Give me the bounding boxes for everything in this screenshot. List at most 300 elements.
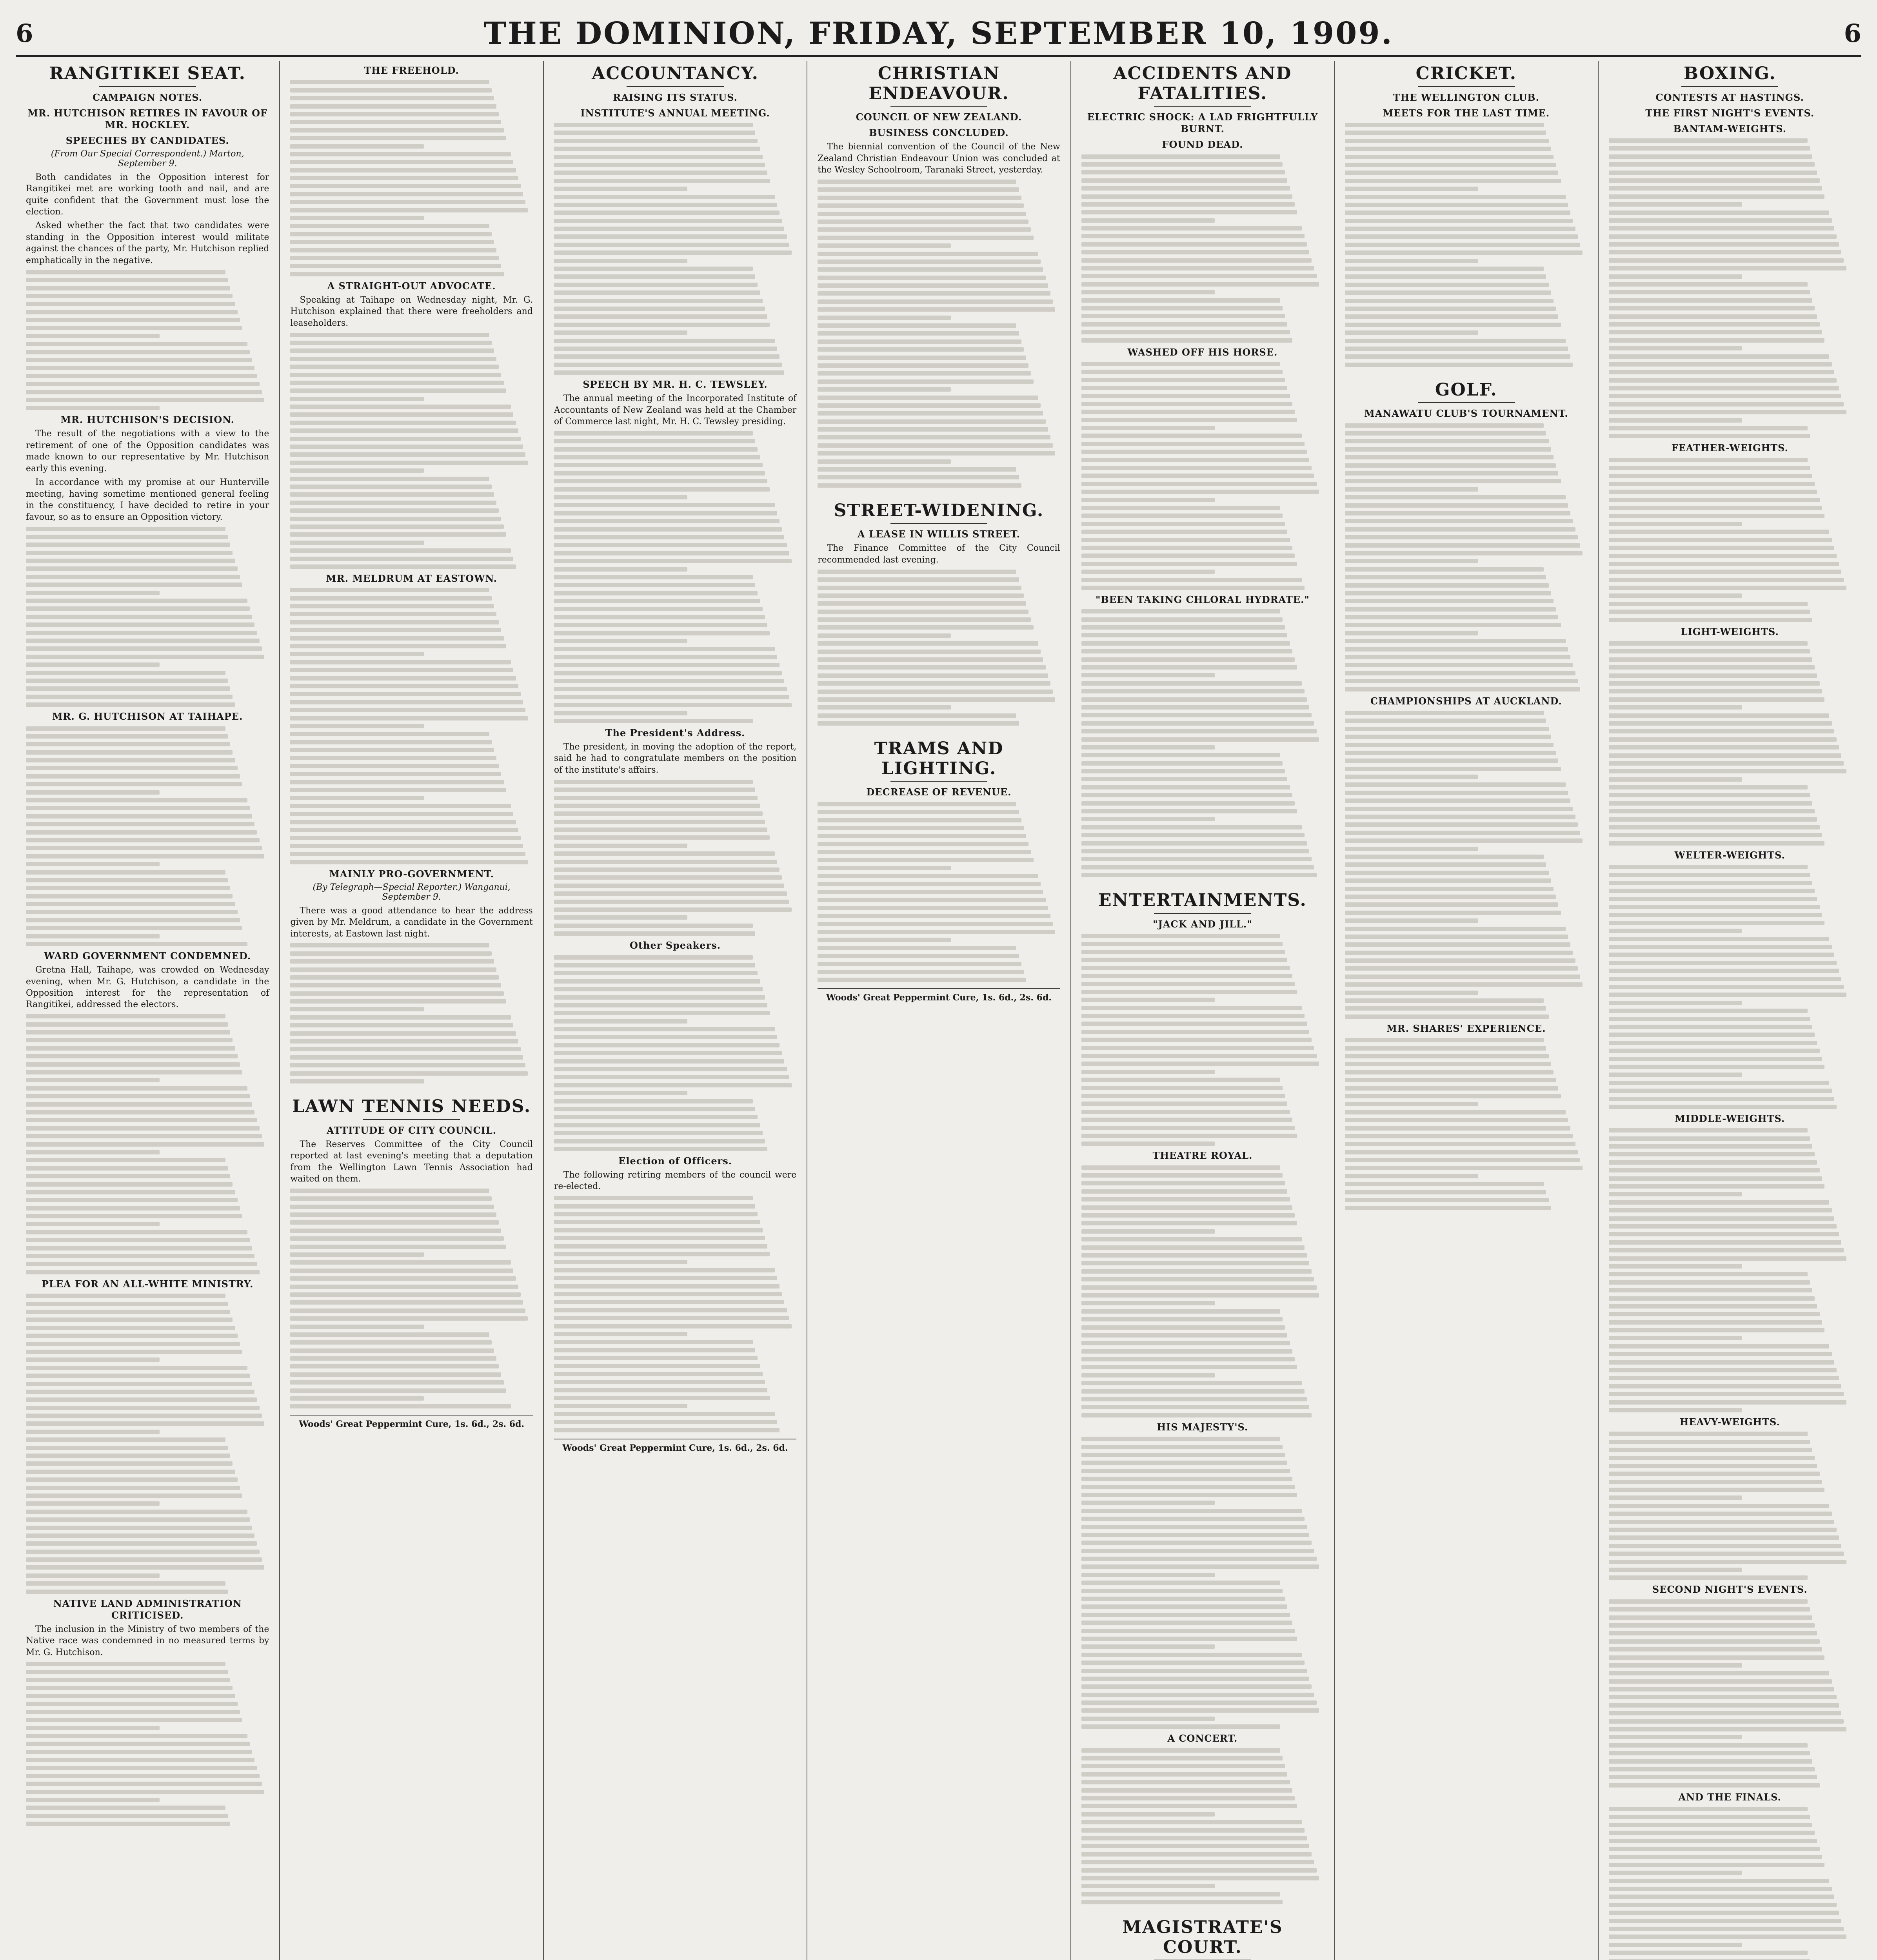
text-line [818, 970, 1024, 974]
text-line [554, 187, 687, 191]
text-line [554, 1340, 753, 1344]
text-line [1609, 330, 1822, 334]
text-line [554, 1324, 792, 1328]
text-line [290, 724, 423, 728]
text-line [1609, 554, 1837, 558]
text-line [1345, 314, 1558, 319]
text-line [26, 1214, 242, 1218]
text-line [26, 278, 228, 282]
text-line [290, 461, 528, 465]
text-line [26, 1750, 252, 1754]
article [1609, 64, 1851, 1960]
text-line [290, 248, 496, 252]
text-line [1609, 1823, 1812, 1827]
text-line [290, 452, 525, 457]
section-subhead: WARD GOVERNMENT CONDEMNED. [44, 950, 251, 962]
text-line [1609, 458, 1808, 462]
text-line [290, 844, 523, 848]
text-line [1345, 591, 1551, 595]
text-line [554, 711, 687, 715]
text-line [1081, 777, 1288, 781]
text-line [290, 373, 501, 377]
text-line [26, 830, 257, 835]
text-line [1081, 785, 1290, 789]
text-line [290, 772, 501, 776]
text-line [1081, 1062, 1319, 1066]
article [290, 1097, 532, 1430]
text-line [1081, 865, 1314, 869]
text-line [290, 1308, 525, 1313]
text-line [26, 1062, 240, 1067]
text-line [1609, 1360, 1834, 1365]
text-line [26, 1670, 228, 1674]
text-line [1609, 1607, 1810, 1612]
text-line [554, 274, 755, 279]
text-line [1081, 633, 1288, 637]
text-line [1609, 1256, 1846, 1261]
text-line [1081, 578, 1302, 582]
text-line [290, 700, 523, 704]
text-line [1081, 1070, 1215, 1074]
text-line [290, 1079, 423, 1083]
text-line [1609, 338, 1824, 343]
text-line [26, 606, 250, 611]
text-line [1081, 466, 1312, 470]
text-filler [818, 802, 1060, 982]
text-line [1609, 298, 1812, 303]
text-line [26, 1142, 264, 1147]
article-headline: ENTERTAINMENTS. [1098, 890, 1307, 911]
text-line [1345, 487, 1478, 492]
section-subhead: Other Speakers. [630, 940, 721, 951]
text-line [1081, 1453, 1285, 1457]
text-line [554, 559, 792, 563]
text-line [1609, 697, 1824, 702]
dateline: (From Our Special Correspondent.) Marton, September 9. [51, 149, 244, 169]
text-line [1081, 450, 1307, 454]
text-line [1345, 902, 1558, 907]
text-line [1609, 226, 1834, 230]
text-line [1609, 178, 1820, 183]
article [1345, 380, 1587, 1210]
text-line [26, 1270, 260, 1274]
text-line [290, 983, 501, 987]
text-filler [26, 1294, 269, 1593]
text-line [1081, 1724, 1280, 1729]
text-line [554, 155, 763, 159]
text-line [26, 1022, 228, 1027]
text-line [26, 798, 247, 802]
text-line [1081, 1317, 1283, 1321]
text-line [1081, 170, 1285, 174]
text-line [26, 1334, 238, 1338]
text-line [1081, 1197, 1290, 1201]
text-line [1081, 1229, 1215, 1234]
text-line [26, 806, 250, 810]
text-line [1609, 506, 1822, 510]
text-line [1609, 1775, 1817, 1779]
text-line [1081, 1277, 1314, 1281]
text-line [290, 1252, 423, 1257]
text-line [1609, 1384, 1842, 1388]
text-line [1081, 1030, 1309, 1034]
text-line [554, 1348, 755, 1352]
text-line [818, 601, 1026, 606]
text-line [818, 577, 1019, 582]
text-filler [1609, 641, 1851, 846]
text-line [1345, 1190, 1546, 1194]
text-line [1609, 1751, 1810, 1755]
text-line [26, 1694, 235, 1698]
text-line [818, 459, 951, 464]
text-line [26, 1742, 250, 1746]
text-line [1609, 953, 1834, 957]
text-filler [1081, 1437, 1324, 1729]
section-subhead: MAINLY PRO-GOVERNMENT. [329, 868, 494, 880]
text-line [1609, 1017, 1810, 1021]
text-line [26, 318, 240, 322]
text-line [1081, 857, 1312, 861]
text-line [554, 1019, 687, 1024]
text-line [1081, 1397, 1307, 1401]
text-line [818, 914, 1050, 918]
text-line [1081, 721, 1314, 726]
text-line [1609, 889, 1815, 893]
text-line [290, 437, 521, 441]
text-line [1609, 1344, 1830, 1348]
text-line [1609, 1727, 1846, 1731]
headline-rule [627, 86, 723, 87]
text-line [1345, 679, 1578, 683]
text-line [1081, 474, 1314, 478]
page-number-right: 6 [1844, 18, 1861, 48]
text-line [290, 828, 518, 832]
text-line [290, 604, 494, 608]
section-subhead: MANAWATU CLUB'S TOURNAMENT. [1364, 408, 1568, 419]
text-line [26, 1190, 235, 1194]
text-line [1609, 490, 1817, 494]
text-line [1609, 1783, 1820, 1788]
text-line [554, 1003, 767, 1007]
text-line [26, 1166, 228, 1171]
section-subhead: PLEA FOR AN ALL-WHITE MINISTRY. [41, 1278, 254, 1290]
text-line [554, 1236, 765, 1240]
text-line [26, 1510, 247, 1514]
text-line [1609, 1879, 1830, 1883]
text-line [1609, 897, 1817, 901]
text-line [1081, 1604, 1288, 1609]
text-line [1345, 895, 1556, 899]
text-line [554, 307, 765, 311]
text-line [290, 636, 503, 641]
text-line [1609, 1216, 1834, 1221]
text-line [1081, 482, 1317, 486]
text-line [290, 445, 523, 449]
text-line [1081, 769, 1285, 773]
text-line [1081, 1213, 1295, 1218]
text-line [1345, 623, 1561, 627]
text-filler [26, 270, 269, 410]
text-line [26, 1206, 240, 1210]
text-line [818, 435, 1050, 439]
text-line [1081, 817, 1215, 821]
text-line [554, 163, 765, 167]
text-line [26, 790, 160, 795]
text-line [818, 387, 951, 392]
text-line [1081, 1717, 1215, 1721]
text-line [1081, 242, 1307, 247]
text-line [1345, 227, 1575, 231]
text-line [1609, 705, 1742, 710]
text-line [1345, 559, 1478, 563]
text-line [554, 828, 767, 832]
text-line [290, 644, 506, 648]
text-line [1609, 530, 1830, 534]
text-line [554, 1332, 687, 1336]
text-line [1609, 1296, 1815, 1301]
section-subhead: FEATHER-WEIGHTS. [1671, 442, 1788, 454]
text-line [554, 955, 753, 960]
text-line [1081, 745, 1215, 750]
text-line [290, 477, 489, 481]
text-line [1081, 298, 1280, 303]
text-line [818, 252, 1038, 256]
text-line [554, 780, 753, 784]
text-line [1345, 935, 1568, 939]
text-filler [26, 1014, 269, 1274]
text-filler [1609, 138, 1851, 438]
text-line [1081, 1461, 1288, 1465]
text-line [554, 924, 753, 928]
text-line [1081, 1389, 1305, 1394]
text-line [1081, 1349, 1292, 1354]
text-line [818, 954, 1019, 958]
text-line [1081, 1022, 1307, 1026]
text-line [26, 1541, 257, 1546]
headline-rule [890, 523, 987, 524]
text-line [290, 812, 513, 816]
text-line [1609, 1815, 1810, 1819]
text-line [26, 1662, 225, 1666]
text-filler [1081, 1165, 1324, 1417]
text-line [1345, 1014, 1548, 1019]
text-line [26, 1806, 225, 1810]
text-line [554, 884, 785, 888]
section-subhead: LIGHT-WEIGHTS. [1681, 626, 1779, 637]
advertisement: Woods' Great Peppermint Cure, 1s. 6d., 2s. 6d. [818, 988, 1060, 1004]
newspaper-title: THE DOMINION, FRIDAY, SEPTEMBER 10, 1909. [483, 15, 1394, 51]
text-line [1345, 455, 1554, 459]
text-line [1345, 267, 1544, 271]
text-line [1609, 745, 1839, 750]
text-line [554, 519, 780, 523]
headline-rule [890, 781, 987, 782]
text-line [1609, 1568, 1742, 1572]
text-line [818, 307, 1055, 312]
text-line [554, 1139, 765, 1143]
text-line [26, 270, 225, 274]
text-line [26, 758, 235, 762]
text-line [290, 485, 491, 489]
headline-rule [1418, 86, 1515, 87]
text-line [1609, 474, 1812, 478]
text-line [554, 1372, 763, 1376]
headline-rule [890, 106, 987, 107]
article-subhead: ELECTRIC SHOCK: A LAD FRIGHTFULLY BURNT. [1087, 111, 1318, 135]
text-line [26, 1782, 262, 1786]
text-line [1609, 290, 1810, 294]
body-paragraph: The president, in moving the adoption of the report, said he had to congratulate members on the position of the institute's affairs. [554, 742, 797, 775]
text-line [1609, 138, 1808, 143]
text-line [26, 1790, 264, 1794]
text-filler [1081, 1748, 1324, 1904]
article-subhead: THE WELLINGTON CLUB. [1393, 91, 1539, 103]
text-line [26, 622, 254, 627]
text-line [818, 451, 1055, 456]
text-line [1081, 1437, 1280, 1441]
text-line [1345, 519, 1573, 523]
advertisement: Woods' Great Peppermint Cure, 1s. 6d., 2s. 6d. [554, 1439, 796, 1454]
text-line [1609, 977, 1842, 981]
text-line [554, 283, 758, 287]
text-line [1081, 1333, 1288, 1338]
text-line [26, 878, 228, 882]
text-line [290, 80, 489, 84]
article-subhead: COUNCIL OF NEW ZEALAND. [856, 111, 1022, 123]
text-line [1345, 1150, 1578, 1154]
text-line [818, 323, 1016, 328]
text-line [1609, 1959, 1810, 1960]
text-line [290, 1031, 516, 1036]
text-line [290, 120, 501, 124]
text-line [554, 995, 765, 1000]
section-subhead: Election of Officers. [618, 1155, 732, 1167]
article [554, 64, 796, 1454]
text-line [1345, 439, 1548, 443]
text-line [1081, 1014, 1305, 1018]
text-line [1609, 1456, 1815, 1460]
text-line [26, 1134, 262, 1138]
text-line [1345, 631, 1478, 635]
text-line [1081, 1860, 1314, 1864]
article-headline: GOLF. [1435, 379, 1497, 400]
text-line [26, 1486, 240, 1490]
text-line [1345, 187, 1478, 191]
text-line [1609, 1560, 1846, 1564]
text-line [1081, 1788, 1292, 1793]
text-line [818, 681, 1050, 686]
text-line [1609, 1049, 1820, 1053]
text-line [818, 593, 1024, 598]
text-line [554, 623, 767, 627]
text-line [818, 187, 1019, 192]
text-line [290, 388, 506, 393]
text-line [1609, 1943, 1742, 1947]
text-line [26, 374, 257, 378]
body-paragraph: The biennial convention of the Council of the New Zealand Christian Endeavour Union was concluded at the Wesley Schoolroom, Taranaki Street, yesterday. [818, 142, 1060, 175]
text-line [290, 128, 503, 132]
text-line [1345, 911, 1561, 915]
text-line [554, 267, 753, 271]
article-headline: RANGITIKEI SEAT. [49, 64, 246, 83]
text-line [1081, 234, 1305, 238]
text-line [1081, 1469, 1290, 1473]
text-line [818, 962, 1021, 966]
text-line [554, 243, 789, 247]
text-line [1609, 202, 1742, 207]
text-line [26, 527, 225, 531]
text-line [1609, 1152, 1815, 1156]
text-line [1345, 307, 1556, 311]
text-line [1081, 162, 1283, 167]
text-line [26, 1718, 242, 1722]
text-line [1609, 186, 1822, 191]
text-line [1345, 431, 1546, 436]
text-line [1609, 514, 1824, 518]
text-line [290, 1196, 491, 1201]
text-line [1609, 753, 1842, 758]
article-headline: LAWN TENNIS NEEDS. [292, 1096, 531, 1116]
text-line [1609, 354, 1830, 359]
text-line [1081, 809, 1297, 813]
text-filler [818, 570, 1060, 726]
text-line [1609, 610, 1810, 614]
text-line [290, 836, 521, 840]
text-line [290, 975, 499, 980]
text-line [290, 1396, 423, 1401]
text-line [1345, 639, 1566, 643]
text-line [554, 615, 765, 619]
section-subhead: MR. SHARES' EXPERIENCE. [1386, 1022, 1546, 1034]
text-line [1345, 347, 1568, 351]
text-line [1081, 1134, 1297, 1138]
text-line [290, 224, 489, 228]
text-line [1609, 1288, 1812, 1292]
text-line [818, 633, 951, 638]
text-line [1609, 1663, 1742, 1668]
text-line [1081, 942, 1283, 946]
text-line [1081, 966, 1290, 970]
text-line [818, 690, 1053, 694]
text-line [26, 766, 238, 770]
text-line [554, 931, 755, 936]
text-line [1081, 1828, 1305, 1833]
text-line [1609, 1903, 1837, 1907]
text-line [26, 926, 242, 930]
text-line [1081, 1892, 1280, 1896]
text-line [1081, 498, 1215, 502]
text-line [290, 740, 491, 744]
text-line [1081, 1309, 1280, 1314]
text-line [26, 838, 260, 842]
text-line [1345, 927, 1566, 931]
text-line [554, 431, 753, 436]
text-line [290, 1220, 499, 1225]
text-line [1081, 538, 1290, 542]
text-line [1609, 681, 1820, 686]
text-line [1345, 495, 1566, 499]
masthead [16, 12, 1861, 57]
text-line [554, 323, 770, 327]
text-line [26, 1150, 160, 1154]
text-line [1081, 1269, 1312, 1274]
text-line [818, 396, 1038, 400]
text-line [26, 326, 242, 330]
text-line [818, 978, 1026, 982]
text-line [1609, 386, 1839, 390]
text-line [1345, 1126, 1570, 1131]
text-line [554, 851, 775, 856]
